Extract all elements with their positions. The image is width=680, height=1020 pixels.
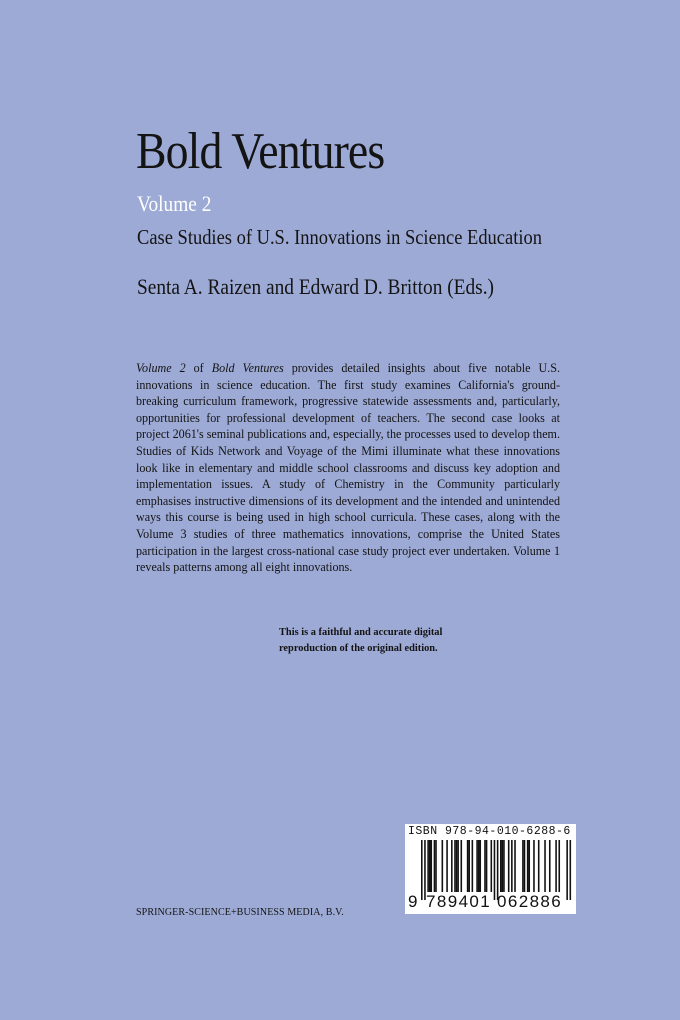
- barcode-bar: [508, 840, 510, 892]
- barcode-bar: [533, 840, 535, 892]
- barcode-bar: [446, 840, 448, 892]
- barcode-bar: [484, 840, 486, 892]
- blurb-italic-volume: Volume 2: [136, 361, 186, 375]
- barcode-bar: [467, 840, 469, 892]
- barcode-bar: [442, 840, 444, 892]
- barcode-bar: [538, 840, 540, 892]
- barcode-bar: [454, 840, 456, 892]
- barcode-bar: [486, 840, 488, 892]
- reproduction-note-line-2: reproduction of the original edition.: [279, 643, 438, 654]
- ean-left-group: 789401: [426, 892, 492, 911]
- barcode-bar: [429, 840, 431, 892]
- barcode-bar: [527, 840, 529, 892]
- book-editors: Senta A. Raizen and Edward D. Britton (Eds.): [137, 274, 495, 299]
- barcode-bar: [491, 840, 493, 892]
- book-description: [136, 360, 560, 576]
- book-subtitle: Case Studies of U.S. Innovations in Science Education: [137, 225, 542, 249]
- barcode-bar: [549, 840, 551, 892]
- barcode-bar: [503, 840, 505, 892]
- barcode-bar: [456, 840, 458, 892]
- blurb-connector: of: [185, 361, 212, 375]
- barcode-bar: [476, 840, 478, 892]
- barcode-bar: [500, 840, 502, 892]
- barcode-bar: [478, 840, 480, 892]
- barcode-bar: [472, 840, 474, 892]
- barcode-bar: [514, 840, 516, 892]
- barcode-bar: [544, 840, 546, 892]
- barcode-bar: [468, 840, 470, 892]
- barcode-bar: [435, 840, 437, 892]
- barcode-bar: [522, 840, 524, 892]
- reproduction-note-line-1: This is a faithful and accurate digital: [279, 627, 443, 638]
- barcode-bar: [457, 840, 459, 892]
- blurb-italic-series: Bold Ventures: [211, 361, 284, 375]
- barcode-bar: [430, 840, 432, 892]
- blurb-body-text: provides detailed insights about five notable U.S. innovations in science education. The first study examines California's ground-breaking curriculum framework, progressive statewide assessments and, particularly, opportunities for professional development of teachers. The second case looks at project 2061's seminal publications and, especially, the processes used to develop them. Studies of Kids Network and Voyage of the Mimi illuminate what these innovations look like in elementary and middle school classrooms and discuss key adoption and implementation issues. A study of Chemistry in the Community particularly emphasises instructive dimensions of its development and the intended and unintended ways this course is being used in high school curricula. These cases, along with the Volume 3 studies of three mathematics innovations, comprise the United States participation in the largest cross-national case study project ever undertaken. Volume 1 reveals patterns among all eight innovations.: [136, 361, 560, 575]
- barcode-bar: [524, 840, 526, 892]
- barcode-bar: [479, 840, 481, 892]
- ean-first-digit: 9: [408, 892, 418, 911]
- ean-digits: [405, 891, 576, 913]
- barcode-bar: [511, 840, 513, 892]
- publisher-imprint: SPRINGER-SCIENCE+BUSINESS MEDIA, B.V.: [136, 907, 344, 918]
- volume-label: Volume 2: [137, 191, 212, 216]
- book-title: Bold Ventures: [136, 123, 385, 180]
- barcode-bar: [528, 840, 530, 892]
- reproduction-note: [279, 625, 479, 657]
- isbn-barcode: [405, 824, 576, 914]
- barcode-bar: [434, 840, 436, 892]
- barcode-bar: [451, 840, 453, 892]
- ean-right-group: 062886: [497, 892, 563, 911]
- barcode-bar: [502, 840, 504, 892]
- barcode-bar: [427, 840, 429, 892]
- isbn-label: ISBN 978-94-010-6288-6: [408, 825, 571, 838]
- barcode-bar: [555, 840, 557, 892]
- barcode-bar: [558, 840, 560, 892]
- barcode-bar: [461, 840, 463, 892]
